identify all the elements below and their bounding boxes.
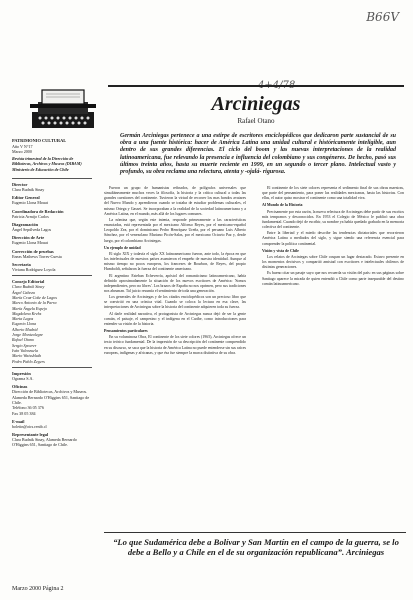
director-name: Clara Budnik Sinay	[12, 187, 45, 193]
board-member: Eugenio Llona	[12, 321, 37, 327]
section-heading: Al Mundo de la Historia	[262, 203, 303, 208]
paragraph: Los generales de Arciniegas y de los citados enciclopédicos son un precioso libro que se convirtió en una crónica vital. Cuando se coloca la lectura en esa clave, las interpretaciones de Arciniegas sobre la historia del continente adquieren toda su fuerza.	[104, 295, 246, 310]
paragraph: En su voluminosa Obra, El continente de los siete colores (1965), Arciniegas ofrece un texto teórico fundamental. De la impresión de su descripción del continente comprendido en su discurso, se saca que la historia de América Latina no puede entenderse sin sus raíces europeas, indígenas y africanas, y que ésa fue siempre la marca distintiva de su obra.	[104, 335, 246, 355]
issue-number: Año V N°17	[12, 143, 33, 149]
editor-name: Eugenio Llona Mouat	[12, 200, 48, 206]
phone-number: Teléfono 36 05 376	[12, 405, 44, 411]
board-member: Pedro Pablo Zegers	[12, 358, 45, 364]
quote-rule	[104, 532, 406, 533]
legal-rep-label: Representante legal	[12, 432, 49, 438]
printing-label: Impresión	[12, 370, 31, 376]
section-heading: Pensamientos particulares	[104, 329, 148, 334]
section-heading: Un ejemplo de unidad	[104, 245, 141, 250]
layout-label: Diagramación	[12, 222, 39, 227]
secretary-name: Viviana Rodríguez Loyola	[12, 266, 56, 272]
typewriter-logo-icon	[28, 84, 98, 132]
coordinator-name: Patricia Armijo Carlos	[12, 213, 49, 219]
board-member: María Ángela Espejo	[12, 305, 48, 311]
magazine-name: PATRIMONIO CULTURAL	[12, 138, 67, 143]
editorial-board-label: Consejo Editorial	[12, 279, 45, 285]
paragraph: Al darle realidad narrativa, el protagonista de Arciniegas nunca dejó de ser la gente común, el paisaje, el campesino y el indígena en el Caribe, como introducciones para entender su visión de la historia.	[104, 311, 246, 326]
board-member: Marta Lagos	[12, 316, 34, 322]
board-member: Mario Waissbluth	[12, 353, 42, 359]
board-member: Clara Budnik Sinay	[12, 284, 45, 290]
paragraph: Los relatos de Arciniegas sobre Chile ocupan un lugar destacado. Estuvo presente en los momentos decisivos y compartió amistad con escritores e intelectuales chilenos de distintas generaciones.	[262, 254, 404, 270]
editor-label: Editor General	[12, 195, 40, 201]
board-member: Alberto Madrid	[12, 326, 38, 332]
board-member: Magdalena Krebs	[12, 310, 42, 316]
board-member: María Cruz-Coke de Lagos	[12, 294, 57, 300]
paragraph: El argentino Esteban Echeverría, apóstol del romanticismo latinoamericano, había definido aproximadamente la situación de los nuevos escritores de América: 'Somos independientes, pero no libres'. Los brazos de España no nos oprimen, pero sus tradiciones nos abruman. Tal juicio resumía el sentimiento de toda una generación.	[104, 273, 246, 293]
header-rule	[108, 85, 404, 87]
paragraph: El siglo XIX y todavía el siglo XX latinoamericano fueron, ante todo, la época en que los intelectuales de nuestros países asumieron el empeño de nuestra identidad. Aunque al mismo tiempo no pocos europeos, los franceses de Bourbon, de Reyes, del propio Humboldt, señalaron la fuerza del continente americano.	[104, 251, 246, 272]
board-member: Rafael Otano	[12, 337, 34, 343]
board-member: Iván Valenzuela	[12, 348, 39, 353]
paragraph: Es bueno citar un pasaje suyo que nos recuerda su visión del país: en sus páginas sobre Santiago aparece la mirada de quien entendió a Chile como parte inseparable del destino común latinoamericano.	[262, 271, 404, 286]
offices-address: Dirección de Bibliotecas, Archivos y Museos. Alameda Bernardo O'Higgins 651, Santiago de Chile.	[12, 389, 90, 405]
proofreading-name: Eneas Mathews Torres-Cuesta	[12, 253, 62, 259]
board-member: Sergio Spoerer	[12, 342, 37, 348]
paragraph: Precisamente por esta razón, la nueva relectura de Arciniegas debe partir de sus escritos más tempranos y desconocidos. En 1953 el Colegio de México le publicó una obra fundamental. Cuando dejó de escribir, su nombre ya había quedado grabado en la memoria colectiva del continente.	[262, 209, 404, 230]
proofreading-label: Corrección de pruebas	[12, 248, 54, 254]
paragraph: La nómina que, según este intenta, responde primeramente a las características enunciadas, está representada por el mexicano Alfonso Reyes, por el mexicano-español Leopoldo Zea, por el dominicano Pedro Henríquez Ureña, por el peruano Luis Alberto Sánchez, por el venezolano Mariano Picón-Salas, por el mexicano Octavio Paz y, desde luego, por el colombiano Arciniegas.	[104, 217, 246, 243]
email-label: E-mail	[12, 418, 25, 424]
handwritten-mark-top: B66V	[366, 10, 399, 24]
board-member: Marco Antonio de la Parra	[12, 300, 57, 306]
masthead-sidebar	[12, 138, 92, 538]
offices-label: Oficinas	[12, 384, 28, 390]
article-title: Arciniegas	[211, 93, 301, 115]
legal-rep-name: Clara Budnik Sinay, Alameda Bernardo O'Higgins 651, Santiago de Chile.	[12, 437, 77, 448]
art-director-label: Dirección de Arte	[12, 235, 45, 241]
issue-date: Marzo 2000	[12, 148, 32, 154]
layout-name: Ángel Sepúlveda Lagos	[12, 227, 52, 232]
section-heading: Visión y vista de Chile	[262, 248, 299, 253]
paragraph: Fueron un grupo de humanistas refinados, de polígrafos universales que simultáneamente muchos veces la filosofía, la historia y la crítica cultural a todas las grandes cuestiones del continente. Tuvieron la virtud de recorrer los mas hondos avatares del Nuevo Mundo y aprendieron cuando se trataba de estudiar problemas culturales, el mismo Ortega y Gasset. Se incorporaban a la realidad de la sociedad latinoamericana y a América Latina, en el mundo, más allá de los lugares comunes.	[104, 186, 246, 216]
board-member: Jorge Montealegre	[12, 332, 43, 338]
paragraph: El continente de los siete colores representa el sedimento final de sus obras maestras, que parte del pensamiento, para poner las realidades mexicanas, hasta las historias. Con ellas, el autor quiso mostrar el continente como una totalidad viva.	[262, 186, 404, 201]
page-footer: Marzo 2000 Página 2	[12, 586, 64, 592]
art-director-name: Eugenio Llona Mouat	[12, 240, 48, 246]
printing-name: Ograma S.A.	[12, 375, 34, 381]
pull-quote: “Lo que Sudamérica debe a Bolívar y San Martín en el campo de la guerra, se lo debe a Bello y a Chile en el de su organización republicana”. Arciniegas	[113, 537, 399, 558]
paragraph: Entre la libertad y el miedo describe las tendencias dictatoriales que recorrieron América Latina a mediados del siglo, y sigue siendo una referencia esencial para comprender la política continental.	[262, 231, 404, 246]
board-member: Ángel Cabeza	[12, 289, 35, 295]
secretary-label: Secretaria	[12, 261, 31, 267]
director-label: Director	[12, 182, 28, 188]
email-address[interactable]: boletin@oirs.renib.cl	[12, 423, 47, 429]
fax-number: Fax 38 05 384	[12, 410, 36, 416]
article-column-2	[262, 186, 404, 288]
article-column-1	[104, 186, 246, 357]
article-lead: Germán Arciniegas pertenece a una estirpe de escritores enciclopédicos que dedicaron parte sustancial de su obra a una fuente histórica: hacer de América Latina una unidad cultural e históricamente inteligible, aun dentro de sus grandes diferencias. El ciclo del boom y las nuevas interpretaciones de la realidad latinoamericana, fue relevando la presencia e influencia del colombiano y sus congéneres. De hecho, pasó sus últimos treinta años, hasta su muerte reciente en 1999, en un segundo o tercer plano. Intelectual vasto y profundo, su obra reclama una relectura, atenta y -ojalá- rigurosa.	[120, 133, 396, 175]
publication-description: Revista trimestral de la Dirección de Bibliotecas, Archivos y Museos (DIBAM) Ministerio de Educación de Chile	[12, 156, 82, 172]
article-author: Rafael Otano	[237, 117, 275, 125]
coordinator-label: Coordinadora de Redacción	[12, 208, 64, 214]
